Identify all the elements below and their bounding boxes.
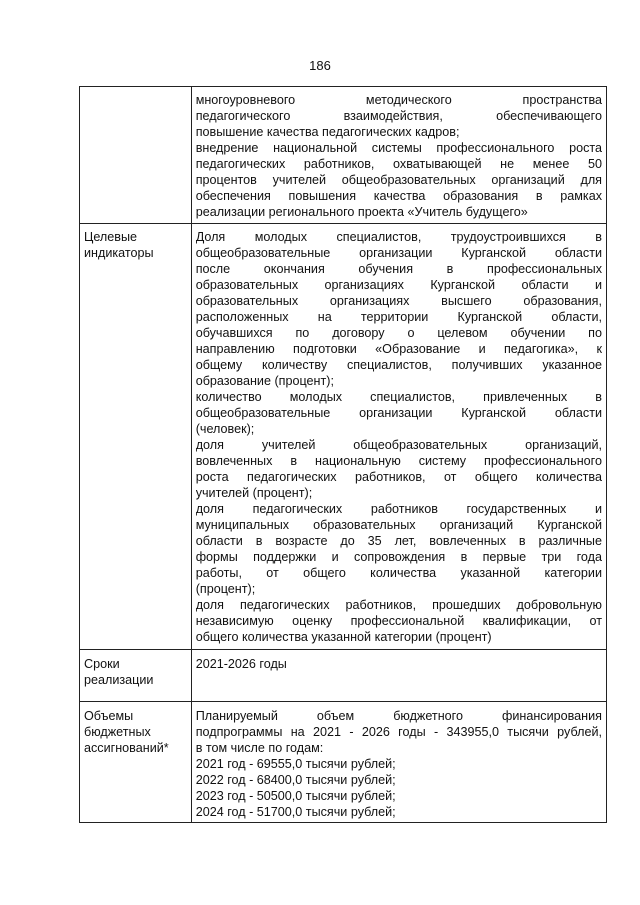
text-line: 2021 год - 69555,0 тысячи рублей; — [195, 757, 396, 771]
label-cell-implementation-period — [80, 650, 192, 702]
text-line: (процент); — [195, 582, 256, 596]
text-line: образовательных организациях высшего образования, — [195, 294, 602, 308]
text-line: в том числе по годам: — [195, 741, 324, 755]
text-line: количество молодых специалистов, привлеченных в — [195, 390, 602, 404]
text-line: общеобразовательные организации Курганской области — [195, 406, 602, 420]
text-line: направлению подготовки «Образование и педагогика», к — [195, 342, 602, 356]
text-line: работы, от общего количества указанной категории — [195, 566, 602, 580]
label-cell-target-indicators — [80, 224, 192, 650]
text-line: обучавшихся по договору о целевом обучении по — [195, 326, 602, 340]
text-line: доля педагогических работников, прошедших добровольную — [195, 598, 602, 612]
text-line: общего количества указанной категории (процент) — [195, 630, 492, 644]
text-line: вовлеченных в национальную систему профессионального — [195, 454, 602, 468]
text-line: педагогического взаимодействия, обеспечивающего — [195, 109, 602, 123]
text-line: 2021-2026 годы — [195, 657, 287, 671]
text-line: общеобразовательные организации Курганской области — [195, 246, 602, 260]
text-line: области в возрасте до 35 лет, вовлеченных в различные — [195, 534, 602, 548]
label-line: Объемы — [84, 709, 134, 723]
table-row-target-indicators — [80, 224, 607, 650]
text-line: общему количеству специалистов, получивших указанное — [195, 358, 602, 372]
label-line: Сроки — [84, 657, 120, 671]
text-line: 2023 год - 50500,0 тысячи рублей; — [195, 789, 396, 803]
content-cell-implementation-period — [191, 650, 606, 702]
subprogram-passport-table — [79, 86, 607, 823]
text-line: после окончания обучения в профессиональных — [195, 262, 602, 276]
text-line: Планируемый объем бюджетного финансирования — [195, 709, 602, 723]
text-line: Доля молодых специалистов, трудоустроившихся в — [195, 230, 602, 244]
label-line: индикаторы — [84, 246, 154, 260]
label-line: Целевые — [84, 230, 138, 244]
text-line: повышение качества педагогических кадров; — [195, 125, 460, 139]
text-line: доля учителей общеобразовательных организаций, — [195, 438, 602, 452]
content-cell-tasks — [191, 87, 606, 224]
text-line: расположенных на территории Курганской области, — [195, 310, 602, 324]
text-line: формы поддержки и сопровождения в первые три года — [195, 550, 602, 564]
text-line: доля педагогических работников государственных и — [195, 502, 602, 516]
label-line: бюджетных — [84, 725, 151, 739]
table-row-implementation-period — [80, 650, 607, 702]
content-cell-target-indicators — [191, 224, 606, 650]
text-line: (человек); — [195, 422, 255, 436]
label-cell-budget-allocations — [80, 702, 192, 823]
text-line: внедрение национальной системы профессионального роста — [195, 141, 602, 155]
text-line: независимую оценку профессиональной квалификации, от — [195, 614, 602, 628]
label-line: ассигнований* — [84, 741, 169, 755]
text-line: процентов учителей общеобразовательных организаций для — [195, 173, 602, 187]
text-line: реализации регионального проекта «Учитель будущего» — [195, 205, 528, 219]
content-cell-budget-allocations — [191, 702, 606, 823]
text-line: муниципальных образовательных организаций Курганской — [195, 518, 602, 532]
label-cell-empty — [80, 87, 192, 224]
text-line: учителей (процент); — [195, 486, 313, 500]
text-line: образовательных организациях Курганской области и — [195, 278, 602, 292]
text-line: обеспечения повышения качества образования в рамках — [195, 189, 602, 203]
table-row-budget-allocations — [80, 702, 607, 823]
text-line: 2022 год - 68400,0 тысячи рублей; — [195, 773, 396, 787]
table-row-tasks-continued — [80, 87, 607, 224]
page-number: 186 — [309, 58, 331, 73]
text-line: подпрограммы на 2021 - 2026 годы - 343955,0 тысячи рублей, — [195, 725, 602, 739]
text-line: педагогических работников, охватывающей не менее 50 — [195, 157, 602, 171]
text-line: 2024 год - 51700,0 тысячи рублей; — [195, 805, 396, 819]
text-line: образование (процент); — [195, 374, 334, 388]
text-line: многоуровневого методического пространства — [195, 93, 602, 107]
text-line: роста педагогических работников, от общего количества — [195, 470, 602, 484]
label-line: реализации — [84, 673, 154, 687]
